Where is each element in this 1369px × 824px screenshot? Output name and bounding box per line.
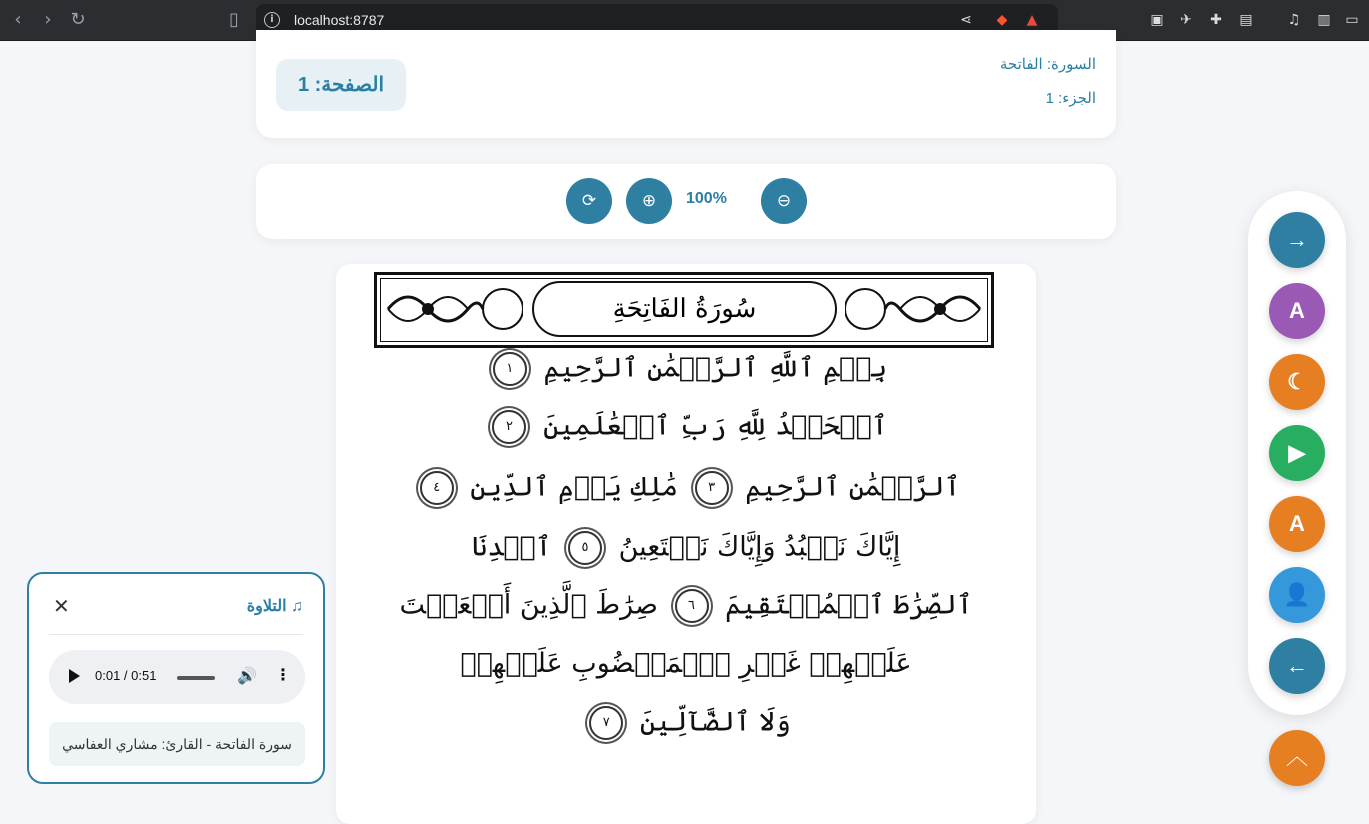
sidebar-icon[interactable]: ▥ xyxy=(1317,12,1331,28)
zoom-in-icon: ⊕ xyxy=(641,191,657,211)
text-size-button[interactable] xyxy=(1269,496,1325,552)
extension-icon[interactable]: ▣ xyxy=(1150,12,1164,28)
zoom-out-icon: ⊖ xyxy=(776,191,792,211)
ayah-number-mark: ٣ xyxy=(695,471,729,505)
forward-icon[interactable]: › xyxy=(44,9,52,30)
audio-player[interactable] xyxy=(49,650,305,704)
surah-label: السورة: الفاتحة xyxy=(999,56,1096,73)
ayah-number-mark: ٤ xyxy=(420,471,454,505)
next-page-button[interactable] xyxy=(1269,212,1325,268)
url-text: localhost:8787 xyxy=(294,12,385,28)
juz-label: الجزء: 1 xyxy=(1045,90,1096,107)
ayah-line: بِسۡمِ ٱللَّهِ ٱلرَّحۡمَٰنِ ٱلرَّحِيمِ ١ xyxy=(336,352,1036,386)
page-info-card xyxy=(256,30,1116,138)
recitation-title: ♫ التلاوة xyxy=(246,598,303,615)
surah-header-frame xyxy=(374,272,994,348)
recitation-panel xyxy=(27,572,325,784)
media-icon[interactable]: ♫ xyxy=(1287,12,1301,28)
previous-page-button[interactable] xyxy=(1269,638,1325,694)
ayah-line: ٱلصِّرَٰطَ ٱلۡمُسۡتَقِيمَ ٦ صِرَٰطَ ٱلَّذِينَ أَنۡعَمۡتَ xyxy=(336,589,1036,623)
moon-icon: ☾ xyxy=(1287,369,1307,394)
zoom-controls xyxy=(256,164,1116,239)
zoom-level: 100% xyxy=(686,190,727,207)
divider xyxy=(49,634,303,635)
chevron-up-icon: ︿ xyxy=(1285,745,1308,770)
bookmark-icon[interactable]: ▯ xyxy=(229,9,239,30)
ayah-line: ٱلرَّحۡمَٰنِ ٱلرَّحِيمِ ٣ مَٰلِكِ يَوۡمِ ٱلدِّينِ ٤ xyxy=(336,471,1036,505)
brave-shield-icon[interactable]: ◆ xyxy=(996,12,1008,28)
audio-time: 0:01 / 0:51 xyxy=(95,668,157,683)
music-note-icon: ♫ xyxy=(291,598,303,615)
back-icon[interactable]: ‹ xyxy=(14,9,22,30)
ayah-number-mark: ١ xyxy=(493,352,527,386)
audio-progress-bar[interactable] xyxy=(177,676,215,680)
play-icon[interactable] xyxy=(69,669,80,683)
font-button[interactable] xyxy=(1269,283,1325,339)
reciter-button[interactable] xyxy=(1269,567,1325,623)
ayah-line: وَلَا ٱلضَّآلِّينَ ٧ xyxy=(336,706,1036,740)
reader-icon[interactable]: ▤ xyxy=(1239,12,1253,28)
ayah-line: عَلَيۡهِمۡ غَيۡرِ ٱلۡمَغۡضُوبِ عَلَيۡهِمۡ xyxy=(460,648,912,679)
zoom-out-button[interactable] xyxy=(761,178,807,224)
next-arrow-icon: → xyxy=(1286,227,1308,252)
font-a-orange-icon: A xyxy=(1289,511,1305,536)
reload-icon[interactable]: ↻ xyxy=(70,9,86,30)
ayah-number-mark: ٦ xyxy=(675,589,709,623)
site-info-icon[interactable]: i xyxy=(264,12,280,28)
share-icon[interactable]: ⋖ xyxy=(960,12,972,28)
scroll-to-top-button[interactable] xyxy=(1269,730,1325,786)
more-options-icon[interactable]: ⋮ xyxy=(275,665,291,684)
brave-rewards-icon[interactable]: ▲ xyxy=(1026,12,1038,28)
ayah-line: إِيَّاكَ نَعۡبُدُ وَإِيَّاكَ نَسۡتَعِينُ ٥ ٱهۡدِنَا xyxy=(336,531,1036,565)
refresh-icon: ⟳ xyxy=(581,191,597,211)
play-button[interactable] xyxy=(1269,425,1325,481)
ayah-line: ٱلۡحَمۡدُ لِلَّهِ رَبِّ ٱلۡعَٰلَمِينَ ٢ xyxy=(336,410,1036,444)
volume-icon[interactable]: 🔊 xyxy=(237,666,257,685)
ayah-number-mark: ٢ xyxy=(492,410,526,444)
extension-icon[interactable]: ✈ xyxy=(1180,12,1192,28)
ornament-right xyxy=(845,283,985,335)
page-badge: الصفحة: 1 xyxy=(276,59,406,111)
wallet-icon[interactable]: ▭ xyxy=(1345,12,1359,28)
zoom-in-button[interactable] xyxy=(626,178,672,224)
mushaf-page xyxy=(336,264,1036,824)
prev-arrow-icon: ← xyxy=(1286,653,1308,678)
puzzle-icon[interactable]: ✚ xyxy=(1210,12,1222,28)
close-icon[interactable]: ✕ xyxy=(53,594,70,618)
floating-action-rail xyxy=(1248,191,1346,715)
font-a-icon: A xyxy=(1289,298,1305,323)
ayah-number-mark: ٧ xyxy=(589,706,623,740)
surah-title: سُورَةُ الفَاتِحَةِ xyxy=(532,281,837,337)
recitation-caption: سورة الفاتحة - القارئ: مشاري العفاسي xyxy=(49,722,305,766)
ayah-number-mark: ٥ xyxy=(568,531,602,565)
user-icon: 👤 xyxy=(1283,582,1311,607)
ornament-left xyxy=(383,283,523,335)
dark-mode-button[interactable] xyxy=(1269,354,1325,410)
refresh-button[interactable] xyxy=(566,178,612,224)
play-icon: ▶ xyxy=(1288,440,1306,465)
